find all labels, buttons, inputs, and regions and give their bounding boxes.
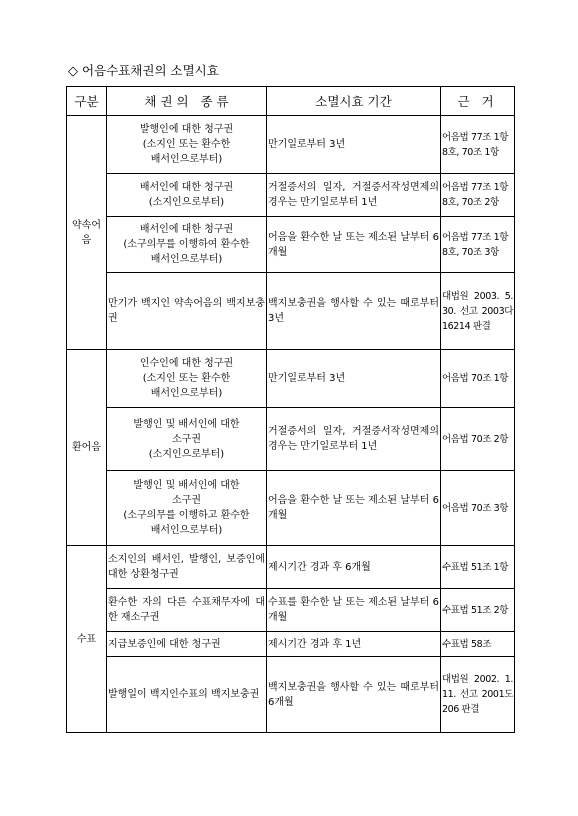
basis-cell: 대법원 2002. 1. 11. 선고 2001도206 판결 — [441, 657, 515, 733]
prescription-table — [66, 86, 515, 733]
kind-cell: 발행인에 대한 청구권 (소지인 또는 환수한 배서인으로부터) — [107, 116, 267, 174]
basis-cell: 어음법 70조 2항 — [441, 408, 515, 471]
document-title — [68, 61, 219, 79]
table-row — [67, 217, 515, 273]
diamond-icon: ◇ — [68, 64, 78, 79]
title-text: 어음수표채권의 소멸시효 — [82, 63, 219, 78]
basis-cell: 대법원 2003. 5. 30. 선고 2003다16214 판결 — [441, 273, 515, 350]
table-row — [67, 589, 515, 632]
period-cell: 만기일로부터 3년 — [267, 116, 441, 174]
table-row — [67, 350, 515, 408]
table-row — [67, 116, 515, 174]
kind-cell: 발행일이 백지인수표의 백지보충권 — [107, 657, 267, 733]
table-row — [67, 408, 515, 471]
kind-cell: 환수한 자의 다른 수표채무자에 대한 재소구권 — [107, 589, 267, 632]
header-basis: 근 거 — [441, 87, 515, 116]
table-row — [67, 273, 515, 350]
header-row — [67, 87, 515, 116]
period-cell: 어음을 환수한 날 또는 제소된 날부터 6개월 — [267, 217, 441, 273]
table-row — [67, 632, 515, 657]
period-cell: 제시기간 경과 후 6개월 — [267, 546, 441, 589]
header-category: 구분 — [67, 87, 107, 116]
kind-cell: 만기가 백지인 약속어음의 백지보충권 — [107, 273, 267, 350]
header-kind: 채 권 의 종 류 — [107, 87, 267, 116]
basis-cell: 어음법 77조 1항 8호, 70조 1항 — [441, 116, 515, 174]
period-cell: 제시기간 경과 후 1년 — [267, 632, 441, 657]
section-label-bill: 환어음 — [67, 350, 107, 546]
kind-cell: 소지인의 배서인, 발행인, 보증인에 대한 상환청구권 — [107, 546, 267, 589]
basis-cell: 수표법 51조 1항 — [441, 546, 515, 589]
kind-cell: 배서인에 대한 청구권 (소지인으로부터) — [107, 174, 267, 217]
period-cell: 백지보충권을 행사할 수 있는 때로부터 3년 — [267, 273, 441, 350]
basis-cell: 어음법 77조 1항 8호, 70조 2항 — [441, 174, 515, 217]
basis-cell: 수표법 51조 2항 — [441, 589, 515, 632]
period-cell: 수표를 환수한 날 또는 제소된 날부터 6개월 — [267, 589, 441, 632]
kind-cell: 발행인 및 배서인에 대한 소구권 (소구의무를 이행하고 환수한 배서인으로부터) — [107, 471, 267, 546]
section-label-check: 수표 — [67, 546, 107, 733]
table-row — [67, 174, 515, 217]
period-cell: 어음을 환수한 날 또는 제소된 날부터 6개월 — [267, 471, 441, 546]
period-cell: 만기일로부터 3년 — [267, 350, 441, 408]
table-row — [67, 471, 515, 546]
basis-cell: 어음법 77조 1항 8호, 70조 3항 — [441, 217, 515, 273]
kind-cell: 지급보증인에 대한 청구권 — [107, 632, 267, 657]
basis-cell: 어음법 70조 1항 — [441, 350, 515, 408]
table-row — [67, 657, 515, 733]
period-cell: 백지보충권을 행사할 수 있는 때로부터 6개월 — [267, 657, 441, 733]
kind-cell: 발행인 및 배서인에 대한 소구권 (소지인으로부터) — [107, 408, 267, 471]
header-period: 소멸시효 기간 — [267, 87, 441, 116]
kind-cell: 인수인에 대한 청구권 (소지인 또는 환수한 배서인으로부터) — [107, 350, 267, 408]
kind-cell: 배서인에 대한 청구권 (소구의무를 이행하여 환수한 배서인으로부터) — [107, 217, 267, 273]
table-row — [67, 546, 515, 589]
period-cell: 거절증서의 일자, 거절증서작성면제의 경우는 만기일로부터 1년 — [267, 174, 441, 217]
basis-cell: 수표법 58조 — [441, 632, 515, 657]
section-label-promissory: 약속어음 — [67, 116, 107, 350]
period-cell: 거절증서의 일자, 거절증서작성면제의 경우는 만기일로부터 1년 — [267, 408, 441, 471]
basis-cell: 어음법 70조 3항 — [441, 471, 515, 546]
